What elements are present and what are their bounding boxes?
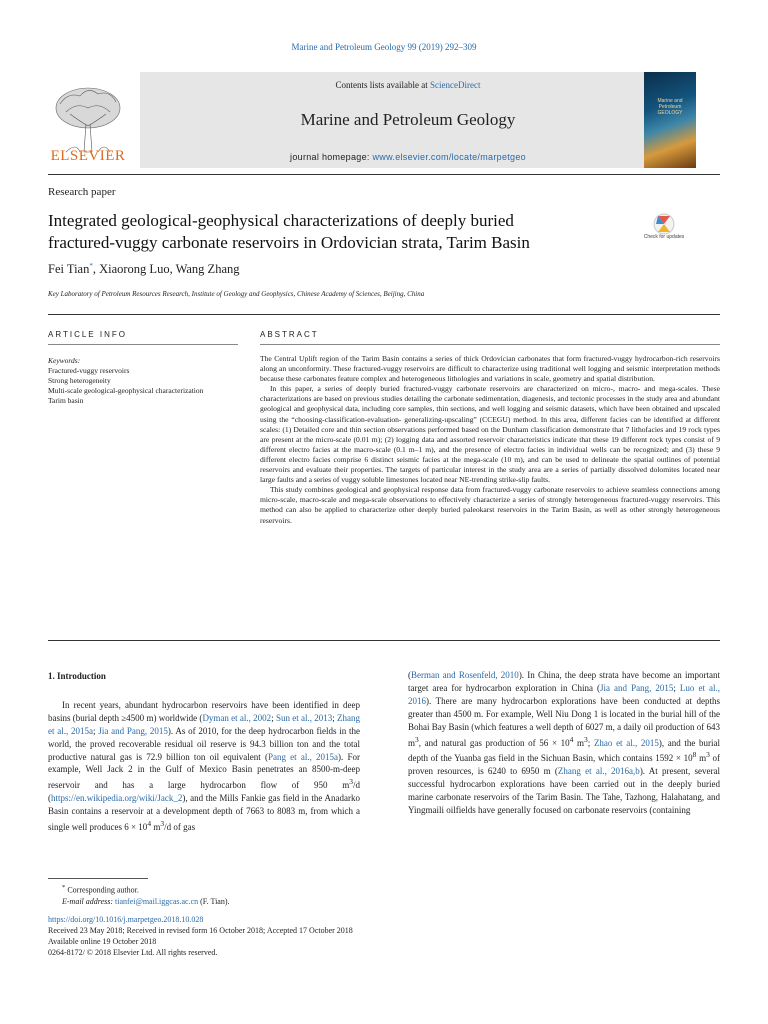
body-paragraph: (Berman and Rosenfeld, 2010). In China, the deep strata have become an important target area for hydrocarbon exploration in China (Jia and Pang, 2015; Luo et al., 2016). There are many hydrocarbon explorations have been conducted at depths greater than 4500 m. For example, Well Niu Dong 1 is located in the burial hill of the Bohai Bay Basin (which features a well depth of 6027 m, a daily oil production of 643 $m^3$, and natural gas production of $56 \times 10^4$ $m^3$; Zhao et al., 2015), and the burial depth of the Yuanba gas field in the Sichuan Basin, which contains $1592 \times 10^8$ $m^3$ of proven resources, is 6240 to 6950 m (Zhang et al., 2016a,b). At present, several successful hydrocarbon explorations have been carried out in the deeply buried marine carbonate reservoirs of the Tarim Basin. The Tahe, Tazhong, Halahatang, and Yingmaili oilfields have generally focused on carbonate reservoirs (containing [408, 670, 720, 816]
affiliation: Key Laboratory of Petroleum Resources Research, Institute of Geology and Geophysics, Chinese Academy of Sciences, Beijing, China [48, 290, 425, 298]
abstract-paragraph: The Central Uplift region of the Tarim Basin contains a series of thick Ordovician carbonates that form fractured-vuggy hydrocarbon-rich reservoirs along an unconformity. These fractured-vuggy reservoirs are difficult to characterize using traditional well logging and seismic interpretation methods because these carbonates feature complex and heterogeneous lithologies and variations in scale, geometry and spatial distribution. [260, 354, 720, 384]
citation-link[interactable]: Jia and Pang, 2015 [600, 682, 674, 693]
citation-link[interactable]: Pang et al., 2015a [267, 751, 339, 762]
title-line-2: fractured-vuggy carbonate reservoirs in Ordovician strata, Tarim Basin [48, 233, 530, 252]
email-link[interactable]: tianfei@mail.iggcas.ac.cn [115, 896, 199, 906]
abstract-rule [260, 344, 720, 345]
body-column-left [48, 670, 360, 834]
journal-reference[interactable]: Marine and Petroleum Geology 99 (2019) 292–309 [291, 42, 477, 52]
crossmark-label: Check for updates [643, 234, 685, 240]
cover-title: Marine and Petroleum GEOLOGY [657, 98, 683, 116]
abstract-body [260, 354, 720, 526]
keyword-item: Fractured-vuggy reservoirs [48, 366, 130, 375]
article-info-rule [48, 344, 238, 345]
abstract-paragraph: This study combines geological and geophysical response data from fractured-vuggy carbonate reservoirs to achieve seamless connections among micro-scale, macro-scale and mega-scale observations to effectively characterize a series of strongly heterogeneous fractured-vuggy reservoirs. This method can also be applied to characterize other deeply buried paleokarst reservoirs in the Tarim Basin, as well as other strongly heterogeneous reservoirs. [260, 485, 720, 525]
citation-link[interactable]: Zhang et al., 2015a [48, 712, 360, 736]
title-line-1: Integrated geological-geophysical characterizations of deeply buried [48, 211, 514, 230]
keywords-block [48, 356, 238, 406]
article-title [48, 210, 628, 254]
abstract-heading: ABSTRACT [260, 330, 319, 339]
author-list [48, 262, 240, 277]
abstract-paragraph: In this paper, a series of deeply buried fractured-vuggy carbonate reservoirs are characterized on micro-, macro- and mega-scales. These characterizations are based on previous studies detailing the carbonate sedimentation, diagenesis, and tectonic processes in the study area and abundant geological and geophysical data, including core samples, thin sections, and well logging and seismic datasets, which have been obtained and upscaled using the “choosing-classification-evaluation- generalizing-upscaling” (CCEGU) method. In this area, different facies can be identified at different scales: (1) Detailed core and thin section observations performed based on the Dunham classification demonstrate that 7 lithofacies and 19 rock types are present at the micro-scale (0.01 m); (2) logging data and assorted reservoir characteristics indicate that these 19 different rock types consist of 9 different electro facies at the macro-scale (0.1 m–1 m), and the presence of electro facies in individual wells can be recognized; and (3) these 9 different electro facies comprise 6 distinct seismic facies at the mega-scale (10 m), and can be used to delineate the spatial outlines of potential reservoirs and evaluate their properties. The targets of particular interest in the study area are a series of partially dissolved dolomites located near large faults and a series of vuggy soluble limestones located near NE-trending strike-slip faults. [260, 384, 720, 485]
contents-prefix: Contents lists available at [335, 80, 430, 90]
sciencedirect-link[interactable]: ScienceDirect [430, 80, 481, 90]
co-authors[interactable]: , Xiaorong Luo, Wang Zhang [92, 262, 240, 277]
citation-link[interactable]: Jia and Pang, 2015 [98, 725, 168, 736]
footnote-rule [48, 878, 148, 879]
body-paragraph: In recent years, abundant hydrocarbon reservoirs have been identified in deep basins (burial depth ≥4500 m) worldwide (Dyman et al., 2002; Sun et al., 2013; Zhang et al., 2015a; Jia and Pang, 2015). As of 2010, for the deep hydrocarbon fields in the world, the proved recoverable residual oil reserve is 94.3 billion ton and the total productive natural gas is 72.9 billion ton oil equivalent (Pang et al., 2015a). For example, Well Jack 2 in the Gulf of Mexico Basin penetrates an 8500-m-deep reservoir and has a large hydrocarbon flow of 950 $m^3/d$ (https://en.wikipedia.org/wiki/Jack_2), and the Mills Fankie gas field in the Anadarko Basin contains a reservoir at a development depth of 7663 to 8083 m, from which a single well produces $6 \times 10^4$ $m^3/d$ of gas [48, 699, 360, 833]
keyword-item: Tarim basin [48, 396, 84, 405]
abstract-bottom-rule [48, 640, 720, 641]
info-top-rule [48, 314, 720, 315]
doi-link[interactable]: https://doi.org/10.1016/j.marpetgeo.2018.10.028 [48, 915, 204, 924]
journal-banner [140, 72, 676, 168]
online-date: Available online 19 October 2018 [48, 937, 157, 946]
citation-link[interactable]: Luo et al., 2016 [408, 682, 720, 706]
journal-homepage [140, 152, 676, 162]
citation-link[interactable]: Berman and Rosenfeld, 2010 [411, 670, 519, 680]
footnote [48, 882, 728, 907]
homepage-link[interactable]: www.elsevier.com/locate/marpetgeo [372, 152, 526, 162]
journal-cover-image [644, 72, 696, 168]
doi-block [48, 914, 353, 958]
citation-link[interactable]: Zhang et al., 2016a,b [557, 766, 640, 777]
keywords-label: Keywords: [48, 356, 81, 365]
email-note: E-mail address: tianfei@mail.iggcas.ac.cn (F. Tian). [62, 896, 230, 906]
citation-link[interactable]: Sun et al., 2013 [275, 712, 333, 723]
keyword-item: Multi-scale geological-geophysical characterization [48, 386, 204, 395]
body-column-right [408, 669, 720, 817]
footnote-mark: * [62, 884, 66, 891]
journal-header [48, 68, 720, 168]
article-type: Research paper [48, 186, 116, 198]
header-rule [48, 174, 720, 175]
contents-line [140, 80, 676, 90]
corresponding-note: * Corresponding author. [62, 884, 139, 895]
crossmark-icon[interactable] [646, 212, 682, 248]
corresponding-mark[interactable]: * [89, 262, 93, 270]
homepage-prefix: journal homepage: [290, 152, 373, 162]
citation-link[interactable]: Dyman et al., 2002 [202, 712, 272, 723]
journal-name: Marine and Petroleum Geology [300, 110, 516, 129]
citation-link[interactable]: Zhao et al., 2015 [593, 737, 659, 748]
wikipedia-link[interactable]: https://en.wikipedia.org/wiki/Jack_2 [51, 793, 183, 804]
section-heading: 1. Introduction [48, 671, 106, 681]
keyword-item: Strong heterogeneity [48, 376, 111, 385]
author-name[interactable]: Fei Tian [48, 262, 90, 277]
article-info-heading: ARTICLE INFO [48, 330, 127, 339]
email-label: E-mail address: [62, 896, 116, 906]
received-dates: Received 23 May 2018; Received in revised form 16 October 2018; Accepted 17 October 2018 [48, 926, 353, 935]
copyright: 0264-8172/ © 2018 Elsevier Ltd. All rights reserved. [48, 948, 218, 957]
elsevier-wordmark: ELSEVIER [50, 148, 126, 164]
